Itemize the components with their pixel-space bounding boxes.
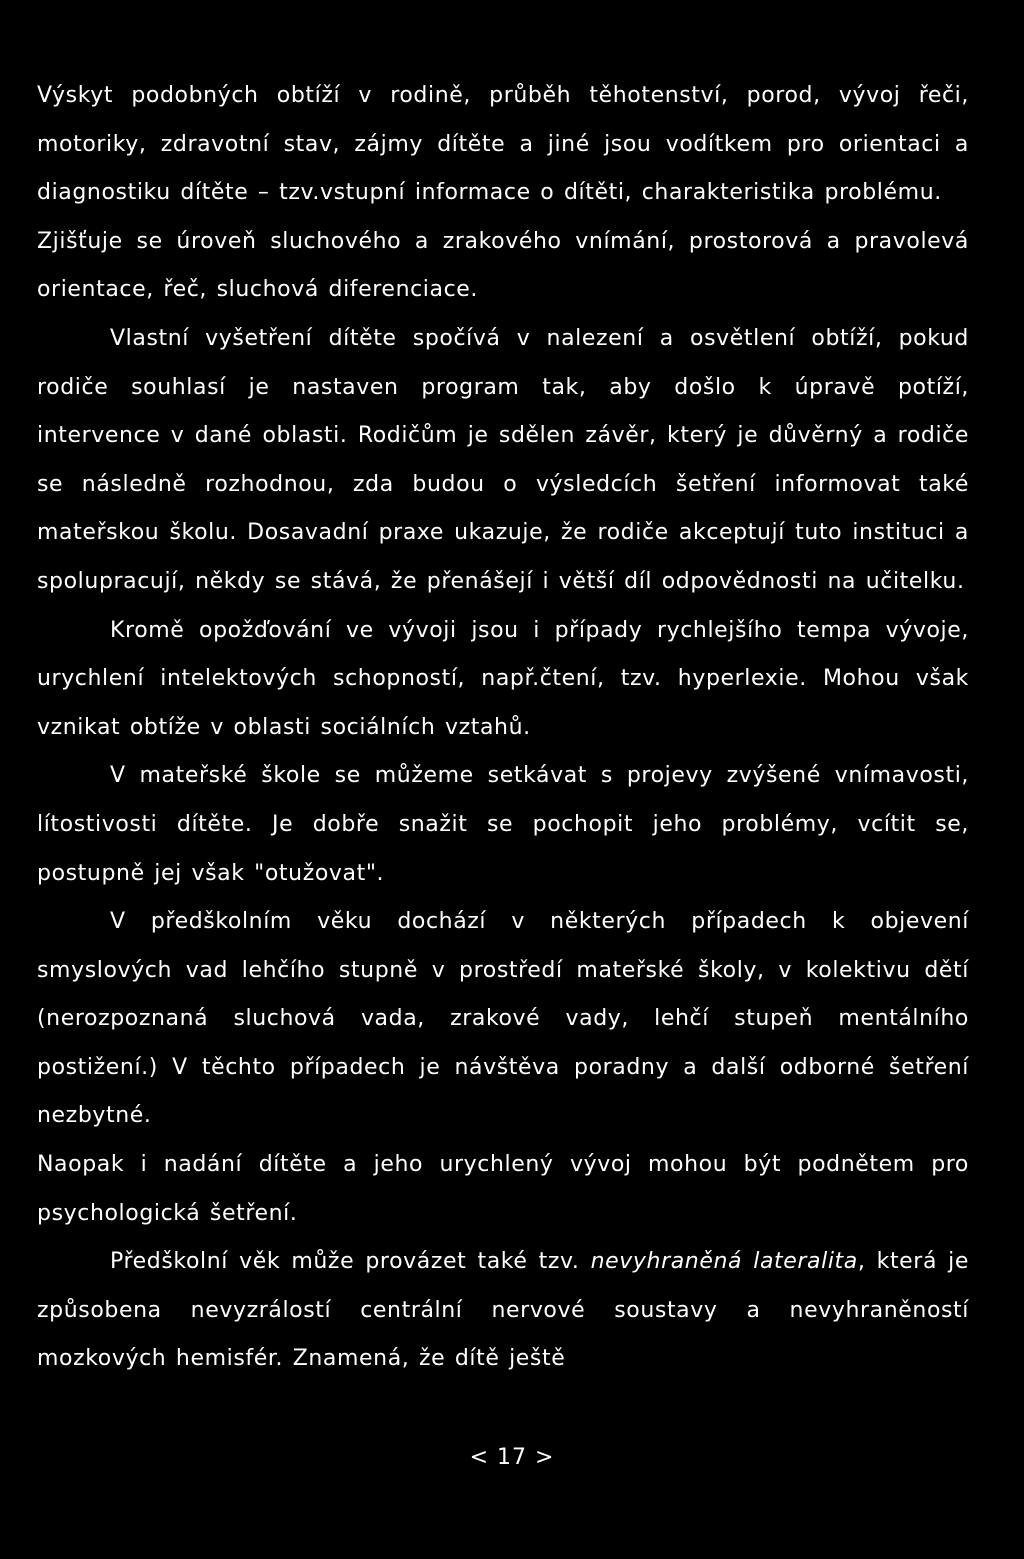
paragraph-6: V předškolním věku dochází v některých případech k objevení smyslových vad lehčího stupně v prostředí mateřské školy, v kolektivu dětí (nerozpoznaná sluchová vada, zrakové vady, lehčí stupeň mentálního postižení.) V těchto případech je návštěva poradny a další odborné šetření nezbytné. — [37, 909, 969, 1129]
paragraph-8 — [37, 1238, 969, 1384]
paragraph-5: V mateřské škole se můžeme setkávat s projevy zvýšené vnímavosti, lítostivosti dítěte. Je dobře snažit se pochopit jeho problémy, vcítit se, postupně jej však "otužovat". — [37, 763, 969, 886]
paragraph-1: Výskyt podobných obtíží v rodině, průběh těhotenství, porod, vývoj řeči, motoriky, zdravotní stav, zájmy dítěte a jiné jsou vodítkem pro orientaci a diagnostiku dítěte – tzv.vstupní informace o dítěti, charakteristika problému. — [37, 83, 969, 206]
paragraph-8-rest: , která je způsobena nevyzrálostí centrální nervové soustavy a nevyhraněností mozkových hemisfér. Znamená, že dítě ještě — [37, 1249, 970, 1372]
emphasis-term: nevyhraněná lateralita — [590, 1249, 858, 1275]
page-number: < 17 > — [469, 1445, 555, 1470]
paragraph-2: Zjišťuje se úroveň sluchového a zrakového vnímání, prostorová a pravolevá orientace, řeč, sluchová diferenciace. — [37, 228, 969, 303]
document-body — [37, 72, 969, 1384]
paragraph-3: Vlastní vyšetření dítěte spočívá v nalezení a osvětlení obtíží, pokud rodiče souhlasí je nastaven program tak, aby došlo k úpravě potíží, intervence v dané oblasti. Rodičům je sdělen závěr, který je důvěrný a rodiče se následně rozhodnou, zda budou o výsledcích šetření informovat také mateřskou školu. Dosavadní praxe ukazuje, že rodiče akceptují tuto instituci a spolupracují, někdy se stává, že přenášejí i větší díl odpovědnosti na učitelku. — [37, 325, 969, 594]
paragraph-4: Kromě opožďování ve vývoji jsou i případy rychlejšího tempa vývoje, urychlení intelektových schopností, např.čtení, tzv. hyperlexie. Mohou však vznikat obtíže v oblasti sociálních vztahů. — [37, 617, 969, 740]
paragraph-8-start: Předškolní věk může provázet také tzv. — [110, 1249, 591, 1275]
paragraph-7: Naopak i nadání dítěte a jeho urychlený vývoj mohou být podnětem pro psychologická šetření. — [37, 1152, 969, 1226]
